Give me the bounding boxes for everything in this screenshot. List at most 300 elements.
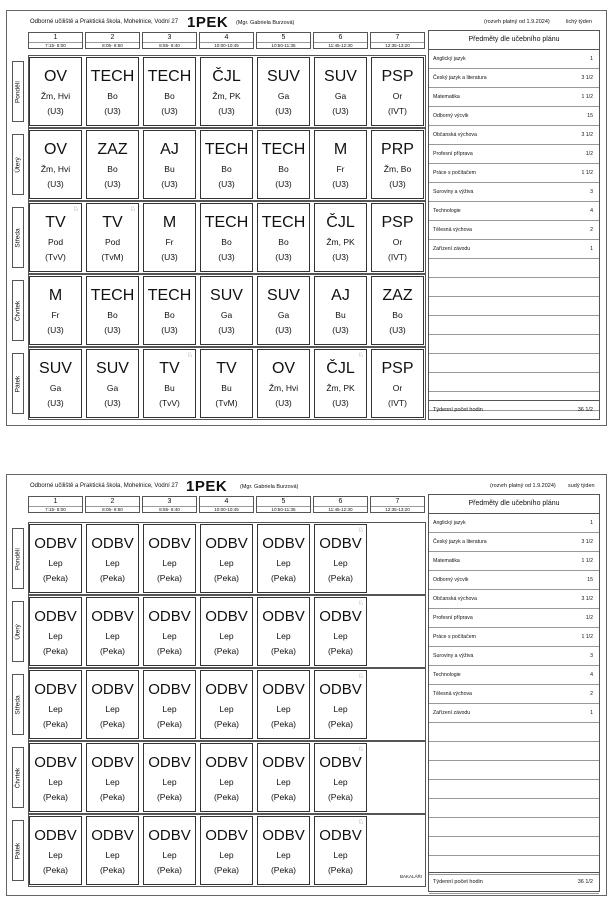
note-icon: ♘ [357, 819, 364, 826]
lesson-cell[interactable] [257, 743, 310, 812]
subject-row-empty [429, 335, 599, 354]
lesson-cell[interactable] [200, 816, 253, 885]
lesson-room: (U3) [218, 252, 235, 262]
subject-name: Zařízení závodu [433, 710, 471, 716]
lesson-teacher: Lep [105, 704, 120, 714]
day-name: Středa [14, 694, 22, 715]
day-label [12, 134, 24, 195]
lesson-room: (Peka) [99, 646, 126, 656]
lesson-subject: TV [102, 214, 123, 231]
period-number: 7 [395, 34, 400, 41]
lesson-teacher: Žm, Hvi [40, 91, 71, 101]
total-hours: 36 1/2 [577, 879, 593, 885]
lesson-subject: SUV [324, 68, 357, 85]
lesson-teacher: Or [392, 383, 403, 393]
lesson-subject: PSP [381, 360, 414, 377]
lesson-teacher: Lep [48, 558, 63, 568]
lesson-teacher: Lep [162, 631, 177, 641]
lesson-subject: ODBV [262, 681, 305, 698]
subject-hours: 3 [590, 653, 593, 659]
validity-note: (rozvrh platný od 1.9.2024) [484, 19, 550, 25]
lesson-teacher: Bo [278, 164, 289, 174]
lesson-teacher: Lep [276, 777, 291, 787]
lesson-cell[interactable] [257, 597, 310, 666]
lesson-room: (U3) [104, 106, 121, 116]
lesson-teacher: Bo [221, 237, 232, 247]
lesson-cell[interactable] [86, 57, 139, 126]
subject-hours: 3 1/2 [581, 596, 593, 602]
lesson-teacher: Pod [104, 237, 121, 247]
school-name: Odborné učiliště a Praktická škola, Mohelnice, Vodní 27 [30, 19, 179, 25]
lesson-room: (U3) [161, 252, 178, 262]
subject-hours: 1 1/2 [581, 634, 593, 640]
bakalari-logo: BAKALÁŘI [400, 874, 423, 879]
period-time: 12:35-13:20 [371, 506, 424, 513]
lesson-cell[interactable] [29, 203, 82, 272]
lesson-subject: TECH [261, 214, 306, 231]
lesson-teacher: Lep [48, 704, 63, 714]
lesson-subject: ODBV [91, 608, 134, 625]
lesson-cell[interactable] [29, 597, 82, 666]
lesson-subject: ODBV [34, 608, 77, 625]
lesson-cell[interactable] [143, 203, 196, 272]
lesson-room: (TvM) [101, 252, 124, 262]
lesson-teacher: Bo [107, 91, 118, 101]
lesson-cell[interactable] [86, 349, 139, 418]
lesson-room: (Peka) [213, 573, 240, 583]
lesson-teacher: Žm, Hvi [40, 164, 71, 174]
lesson-subject: ODBV [91, 681, 134, 698]
lesson-teacher: Or [392, 91, 403, 101]
lesson-subject: ODBV [34, 827, 77, 844]
period-header [256, 32, 311, 49]
lesson-cell[interactable] [314, 349, 367, 418]
lesson-cell[interactable] [200, 524, 253, 593]
lesson-teacher: Lep [219, 704, 234, 714]
lesson-room: (U3) [332, 252, 349, 262]
subject-hours: 3 [590, 189, 593, 195]
lesson-subject: ODBV [205, 827, 248, 844]
lesson-teacher: Bo [164, 91, 175, 101]
subject-row [429, 590, 599, 609]
lesson-subject: SUV [210, 287, 243, 304]
lesson-cell[interactable] [29, 816, 82, 885]
note-icon: ♘ [186, 352, 193, 359]
lesson-subject: PSP [381, 68, 414, 85]
lesson-subject: PRP [381, 141, 414, 158]
subject-row-empty [429, 818, 599, 837]
lesson-cell[interactable] [257, 130, 310, 199]
lesson-teacher: Fr [51, 310, 60, 320]
lesson-subject: AJ [160, 141, 179, 158]
day-name: Středa [14, 227, 22, 248]
period-header [256, 496, 311, 513]
lesson-cell[interactable] [86, 743, 139, 812]
lesson-room: (Peka) [42, 646, 69, 656]
total-hours: 36 1/2 [577, 407, 593, 413]
lesson-cell[interactable] [86, 130, 139, 199]
subject-row-empty [429, 837, 599, 856]
lesson-room: (U3) [218, 325, 235, 335]
day-label [12, 528, 24, 589]
subjects-panel [428, 30, 600, 420]
lesson-cell[interactable] [257, 276, 310, 345]
lesson-teacher: Žm, PK [326, 237, 355, 247]
lesson-subject: ČJL [212, 68, 241, 85]
lesson-teacher: Or [392, 237, 403, 247]
subject-name: Profesní příprava [433, 151, 473, 157]
subject-hours: 1 [590, 520, 593, 526]
total-row [429, 872, 599, 891]
day-name: Pátek [14, 375, 22, 392]
lesson-teacher: Lep [333, 704, 348, 714]
lesson-cell[interactable] [29, 524, 82, 593]
subject-hours: 1 [590, 56, 593, 62]
lesson-teacher: Bo [392, 310, 403, 320]
subject-hours: 1 [590, 710, 593, 716]
lesson-teacher: Ga [220, 310, 233, 320]
note-icon: ♘ [357, 352, 364, 359]
period-number: 3 [167, 34, 172, 41]
lesson-cell[interactable] [200, 743, 253, 812]
lesson-teacher: Bo [107, 310, 118, 320]
note-icon: ♘ [357, 527, 364, 534]
subjects-panel [428, 494, 600, 892]
lesson-cell[interactable] [200, 57, 253, 126]
lesson-subject: SUV [267, 68, 300, 85]
lesson-subject: TECH [204, 141, 249, 158]
lesson-teacher: Lep [162, 850, 177, 860]
lesson-teacher: Lep [162, 777, 177, 787]
lesson-cell[interactable] [257, 203, 310, 272]
lesson-subject: ČJL [326, 214, 355, 231]
lesson-cell[interactable] [314, 597, 367, 666]
lesson-subject: ODBV [148, 535, 191, 552]
class-teacher: (Mgr. Gabriela Burzová) [240, 484, 299, 490]
note-icon: ♘ [72, 206, 79, 213]
period-number: 3 [167, 498, 172, 505]
period-number: 4 [224, 34, 229, 41]
subject-row [429, 126, 599, 145]
lesson-teacher: Žm, PK [326, 383, 355, 393]
lesson-cell[interactable] [143, 743, 196, 812]
lesson-cell[interactable] [143, 130, 196, 199]
lesson-teacher: Lep [219, 850, 234, 860]
subject-name: Matematika [433, 94, 460, 100]
day-label [12, 820, 24, 881]
class-title: 1PEK [187, 14, 229, 31]
lesson-teacher: Bo [221, 164, 232, 174]
lesson-cell[interactable] [29, 276, 82, 345]
lesson-cell[interactable] [143, 670, 196, 739]
lesson-cell[interactable] [29, 130, 82, 199]
lesson-room: (Peka) [270, 646, 297, 656]
lesson-cell[interactable] [257, 524, 310, 593]
subject-hours: 3 1/2 [581, 75, 593, 81]
subject-row [429, 628, 599, 647]
lesson-subject: M [333, 141, 348, 158]
lesson-teacher: Lep [276, 704, 291, 714]
lesson-teacher: Lep [333, 777, 348, 787]
total-row [429, 400, 599, 419]
lesson-teacher: Lep [219, 631, 234, 641]
lesson-teacher: Lep [276, 850, 291, 860]
lesson-teacher: Ga [49, 383, 62, 393]
day-label [12, 674, 24, 735]
validity-note: (rozvrh platný od 1.9.2024) [490, 483, 556, 489]
day-name: Úterý [14, 156, 22, 173]
lesson-room: (TvV) [45, 252, 66, 262]
lesson-cell[interactable] [86, 816, 139, 885]
lesson-teacher: Bu [164, 383, 175, 393]
lesson-cell[interactable] [314, 57, 367, 126]
subject-hours: 15 [587, 113, 593, 119]
lesson-subject: TV [159, 360, 180, 377]
day-name: Čtvrtek [14, 767, 22, 788]
lesson-room: (Peka) [270, 719, 297, 729]
period-number: 2 [110, 34, 115, 41]
period-time: 12:35-13:20 [371, 42, 424, 49]
lesson-teacher: Bo [164, 310, 175, 320]
subject-row [429, 88, 599, 107]
lesson-subject: ODBV [205, 608, 248, 625]
subject-hours: 15 [587, 577, 593, 583]
lesson-subject: SUV [96, 360, 129, 377]
lesson-room: (Peka) [213, 646, 240, 656]
lesson-room: (Peka) [270, 573, 297, 583]
subject-row-empty [429, 780, 599, 799]
lesson-cell[interactable] [200, 203, 253, 272]
subject-row-empty [429, 354, 599, 373]
lesson-cell[interactable] [86, 670, 139, 739]
lesson-cell[interactable] [200, 670, 253, 739]
lesson-room: (U3) [47, 179, 64, 189]
subjects-header: Předměty dle učebního plánu [429, 31, 599, 50]
subject-name: Anglický jazyk [433, 520, 466, 526]
subject-hours: 1 1/2 [581, 558, 593, 564]
period-header [142, 496, 197, 513]
lesson-room: (U3) [275, 325, 292, 335]
lesson-subject: ZAZ [382, 287, 413, 304]
lesson-teacher: Bu [164, 164, 175, 174]
lesson-subject: ODBV [34, 754, 77, 771]
note-icon: ♘ [129, 206, 136, 213]
note-icon: ♘ [357, 673, 364, 680]
lesson-subject: ODBV [262, 754, 305, 771]
lesson-subject: TECH [90, 68, 135, 85]
subject-row [429, 240, 599, 259]
lesson-room: (Peka) [213, 792, 240, 802]
lesson-cell[interactable] [143, 349, 196, 418]
day-name: Pondělí [14, 80, 22, 103]
subject-row-empty [429, 373, 599, 392]
lesson-cell[interactable] [257, 349, 310, 418]
lesson-teacher: Pod [47, 237, 64, 247]
lesson-cell[interactable] [86, 276, 139, 345]
lesson-teacher: Lep [333, 558, 348, 568]
lesson-cell[interactable] [29, 57, 82, 126]
lesson-subject: AJ [331, 287, 350, 304]
subject-row [429, 533, 599, 552]
lesson-cell[interactable] [257, 816, 310, 885]
subject-hours: 1/2 [585, 615, 593, 621]
period-header [199, 32, 254, 49]
period-time: 11:45-12:30 [314, 42, 367, 49]
subject-row-empty [429, 799, 599, 818]
lesson-cell[interactable] [200, 276, 253, 345]
period-header [370, 496, 425, 513]
lesson-room: (Peka) [99, 573, 126, 583]
lesson-subject: ZAZ [97, 141, 128, 158]
lesson-subject: ODBV [319, 535, 362, 552]
subject-hours: 4 [590, 208, 593, 214]
lesson-subject: OV [43, 68, 68, 85]
lesson-cell[interactable] [200, 597, 253, 666]
subject-name: Zařízení závodu [433, 246, 471, 252]
subject-row [429, 571, 599, 590]
lesson-room: (U3) [275, 179, 292, 189]
lesson-cell[interactable] [143, 524, 196, 593]
lesson-subject: ODBV [205, 535, 248, 552]
subject-name: Suroviny a výživa [433, 189, 474, 195]
period-number: 1 [53, 34, 58, 41]
lesson-subject: PSP [381, 214, 414, 231]
lesson-teacher: Bo [278, 237, 289, 247]
lesson-room: (Peka) [270, 792, 297, 802]
lesson-subject: ODBV [148, 608, 191, 625]
lesson-room: (U3) [332, 398, 349, 408]
lesson-teacher: Žm, Bo [383, 164, 412, 174]
lesson-cell[interactable] [371, 203, 424, 272]
lesson-cell[interactable] [371, 349, 424, 418]
subject-row [429, 685, 599, 704]
lesson-teacher: Lep [48, 777, 63, 787]
lesson-teacher: Lep [105, 777, 120, 787]
lesson-cell[interactable] [257, 670, 310, 739]
lesson-cell[interactable] [29, 349, 82, 418]
lesson-subject: ODBV [319, 754, 362, 771]
lesson-subject: OV [43, 141, 68, 158]
lesson-cell[interactable] [314, 276, 367, 345]
day-label [12, 747, 24, 808]
lesson-cell[interactable] [200, 130, 253, 199]
subject-hours: 1/2 [585, 151, 593, 157]
lesson-room: (U3) [104, 325, 121, 335]
note-icon: ♘ [357, 600, 364, 607]
lesson-room: (Peka) [156, 646, 183, 656]
day-label [12, 601, 24, 662]
lesson-cell[interactable] [143, 276, 196, 345]
lesson-teacher: Ga [106, 383, 119, 393]
period-time: 10:50-11:35 [257, 506, 310, 513]
lesson-room: (U3) [104, 398, 121, 408]
lesson-teacher: Lep [105, 850, 120, 860]
subject-hours: 2 [590, 227, 593, 233]
lesson-teacher: Lep [333, 631, 348, 641]
lesson-room: (Peka) [327, 792, 354, 802]
period-number: 6 [338, 34, 343, 41]
subject-name: Profesní příprava [433, 615, 473, 621]
subject-row [429, 183, 599, 202]
subject-name: Odborný výcvik [433, 577, 469, 583]
period-header [199, 496, 254, 513]
period-number: 7 [395, 498, 400, 505]
lesson-cell[interactable] [143, 57, 196, 126]
lesson-room: (Peka) [327, 646, 354, 656]
period-number: 4 [224, 498, 229, 505]
lesson-cell[interactable] [29, 670, 82, 739]
lesson-room: (Peka) [327, 719, 354, 729]
lesson-cell[interactable] [143, 816, 196, 885]
lesson-room: (U3) [389, 325, 406, 335]
lesson-subject: ODBV [262, 827, 305, 844]
lesson-room: (U3) [332, 325, 349, 335]
note-icon: ♘ [357, 746, 364, 753]
lesson-cell[interactable] [314, 524, 367, 593]
day-label [12, 280, 24, 341]
subject-name: Suroviny a výživa [433, 653, 474, 659]
lesson-subject: TECH [147, 68, 192, 85]
lesson-cell[interactable] [314, 743, 367, 812]
day-name: Čtvrtek [14, 300, 22, 321]
lesson-room: (Peka) [42, 719, 69, 729]
subjects-header: Předměty dle učebního plánu [429, 495, 599, 514]
lesson-room: (U3) [47, 398, 64, 408]
lesson-subject: ODBV [148, 827, 191, 844]
lesson-room: (Peka) [42, 865, 69, 875]
subject-name: Práce s počítačem [433, 170, 476, 176]
lesson-cell[interactable] [29, 743, 82, 812]
lesson-subject: ODBV [34, 535, 77, 552]
subject-name: Odborný výcvik [433, 113, 469, 119]
lesson-cell[interactable] [86, 203, 139, 272]
lesson-cell[interactable] [86, 597, 139, 666]
lesson-room: (U3) [218, 179, 235, 189]
total-label: Týdenní počet hodin [433, 879, 483, 885]
lesson-cell[interactable] [371, 57, 424, 126]
lesson-subject: TECH [90, 287, 135, 304]
subject-hours: 1 1/2 [581, 170, 593, 176]
class-teacher: (Mgr. Gabriela Burzová) [236, 20, 295, 26]
lesson-room: (U3) [47, 325, 64, 335]
lesson-cell[interactable] [86, 524, 139, 593]
subject-hours: 1 [590, 246, 593, 252]
lesson-cell[interactable] [200, 349, 253, 418]
period-number: 6 [338, 498, 343, 505]
subject-row [429, 145, 599, 164]
lesson-room: (Peka) [42, 573, 69, 583]
lesson-cell[interactable] [314, 203, 367, 272]
lesson-room: (Peka) [270, 865, 297, 875]
lesson-cell[interactable] [257, 57, 310, 126]
lesson-cell[interactable] [314, 816, 367, 885]
subject-name: Tělesná výchova [433, 691, 472, 697]
lesson-cell[interactable] [314, 130, 367, 199]
lesson-cell[interactable] [314, 670, 367, 739]
lesson-teacher: Lep [48, 850, 63, 860]
subject-row [429, 666, 599, 685]
subject-row [429, 69, 599, 88]
lesson-subject: M [48, 287, 63, 304]
lesson-subject: TECH [261, 141, 306, 158]
lesson-cell[interactable] [371, 276, 424, 345]
period-time: 11:45-12:30 [314, 506, 367, 513]
lesson-subject: ODBV [148, 754, 191, 771]
lesson-teacher: Fr [165, 237, 174, 247]
lesson-cell[interactable] [143, 597, 196, 666]
lesson-cell[interactable] [371, 130, 424, 199]
period-time: 7:15- 8:00 [29, 42, 82, 49]
